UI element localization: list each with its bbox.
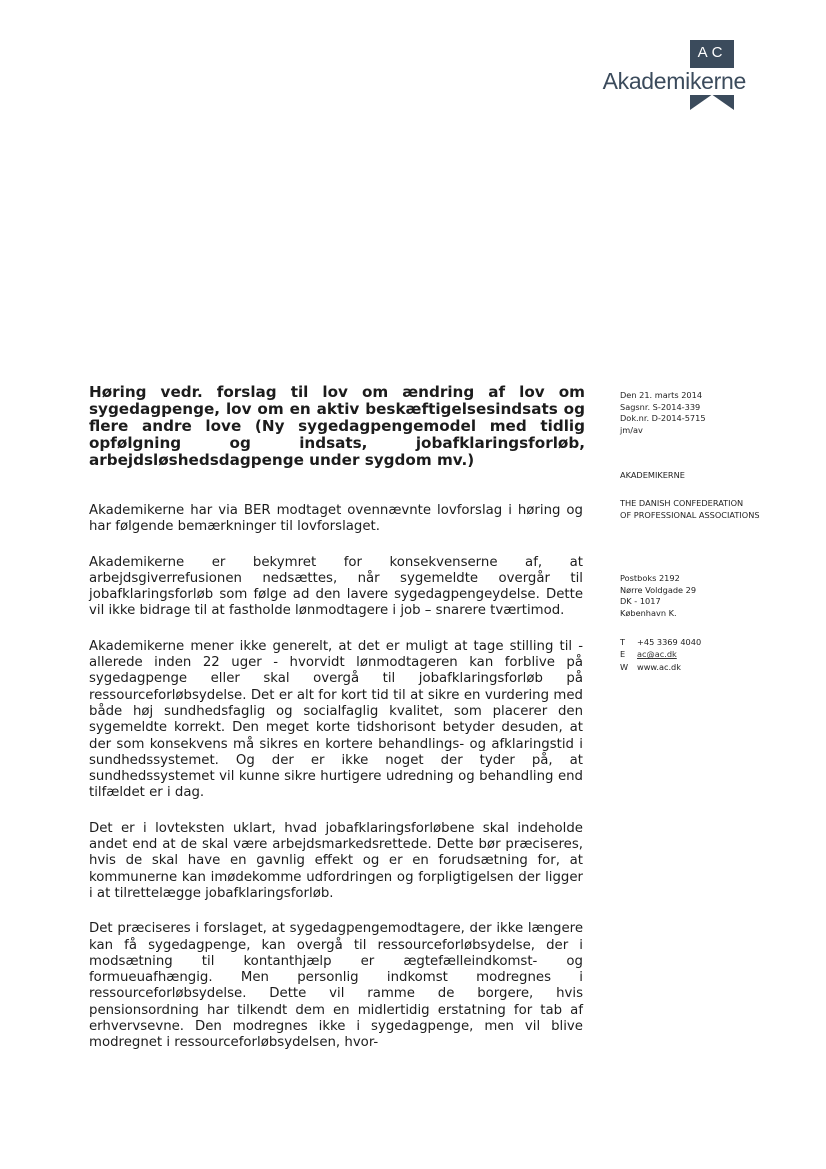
web-label: W: [620, 661, 629, 672]
email-label: E: [620, 649, 626, 660]
paragraph: Akademikerne mener ikke generelt, at det er muligt at tage stilling til - allerede inden 22 uger - hvorvidt lønmodtageren kan forblive på sygedagpenge eller skal overgå til jobafklaringsforløb på ressourceforløbsydelse. Det er alt for kort tid til at sikre en vurdering med både høj sundhedsfaglig og socialfaglig kvalitet, som placerer den sygemeldte korrekt. Den meget korte tidshorisont betyder desuden, at der som konsekvens må sikres en kortere behandlings- og afklaringstid i sundhedssystemet. Og der er ikke noget der tyder på, at sundhedssystemet vil kunne sikre hurtigere udredning og behandling end tilfældet er i dag.: [89, 638, 583, 801]
paragraph: Akademikerne har via BER modtaget ovennævnte lovforslag i høring og har følgende bemærkninger til lovforslaget.: [89, 503, 583, 535]
paragraph: Akademikerne er bekymret for konsekvenserne af, at arbejdsgiverrefusionen nedsættes, når sygemeldte overgår til jobafklaringsforløb som følge ad den lavere sygedagpengeydelse. Dette vil ikke bidrage til at fastholde lønmodtagere i job – snarere tværtimod.: [89, 554, 583, 619]
paragraph: Det præciseres i forslaget, at sygedagpengemodtagere, der ikke længere kan få sygedagpenge, kan overgå til ressourceforløbsydelse, der i modsætning til kontanthjælp er ægtefælleindkomst- og formueuafhængig. Men personlig indkomst modregnes i ressourceforløbsydelse. Dette vil ramme de borgere, hvis pensionsordning har tilkendt dem en midlertidig erstatning for tab af erhvervsevne. Den modregnes ikke i sygedagpenge, men vil blive modregnet i ressourceforløbsydelsen, hvor-: [89, 921, 583, 1051]
logo-abbreviation: AC: [697, 44, 727, 61]
contact-phone: [620, 636, 810, 649]
street-address: Nørre Voldgade 29: [620, 584, 697, 595]
phone-label: T: [620, 636, 626, 647]
email-link[interactable]: ac@ac.dk: [637, 649, 677, 660]
org-name-english-2: OF PROFESSIONAL ASSOCIATIONS: [620, 509, 760, 520]
date: Den 21. marts 2014: [620, 390, 703, 400]
case-number: Sagsnr. S-2014-339: [620, 401, 701, 412]
logo-wordmark: Akademikerne: [599, 68, 752, 95]
akademikerne-logo: [552, 40, 762, 112]
web-link[interactable]: www.ac.dk: [637, 661, 681, 672]
document-number: Dok.nr. D-2014-5715: [620, 413, 706, 424]
city: København K.: [620, 607, 677, 618]
phone-value: +45 3369 4040: [637, 636, 702, 647]
postcode: DK - 1017: [620, 596, 661, 607]
contact-web: [620, 661, 810, 674]
org-name-english-1: THE DANISH CONFEDERATION: [620, 497, 744, 508]
paragraph: Det er i lovteksten uklart, hvad jobafklaringsforløbene skal indeholde andet end at de skal være arbejdsmarkedsrettede. Dette bør præciseres, hvis de skal have en gavnlig effekt og er en forudsætning for, at kommunerne kan imødekomme udfordringen og forpligtigelsen der ligger i at tilrettelægge jobafklaringsforløb.: [89, 820, 583, 901]
initials: jm/av: [620, 424, 643, 435]
letter-body: [89, 503, 583, 1071]
sender-sidebar: [620, 390, 810, 673]
po-box: Postboks 2192: [620, 573, 680, 584]
contact-email: [620, 648, 810, 661]
document-title: Høring vedr. forslag til lov om ændring af lov om sygedagpenge, lov om en aktiv beskæftigelsesindsats og flere andre love (Ny sygedagpengemodel med tidlig opfølgning og indsats, jobafklaringsforløb, arbejdsløshedsdagpenge under sygdom mv.): [89, 383, 585, 469]
org-name: AKADEMIKERNE: [620, 470, 685, 481]
